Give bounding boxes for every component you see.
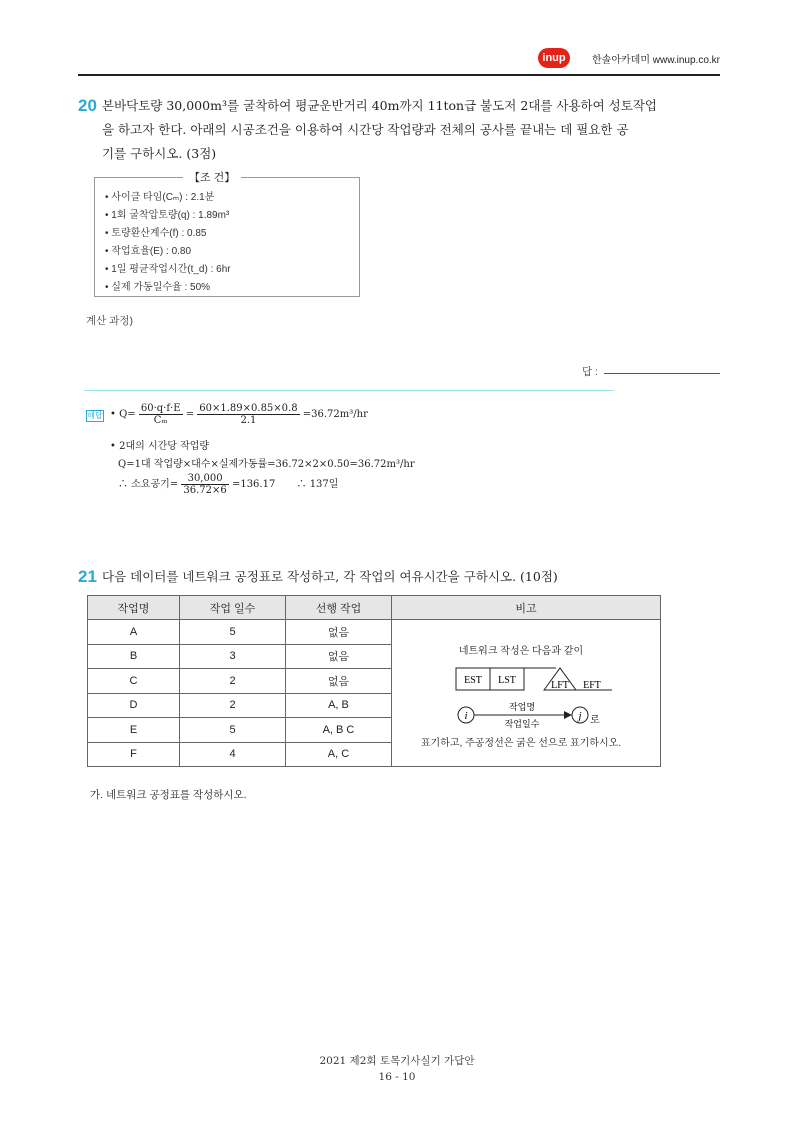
brand-text: 한솔아카데미 www.inup.co.kr: [592, 55, 720, 66]
condition-item: • 사이클 타임(Cₘ) : 2.1분: [105, 192, 215, 203]
page-header: [78, 42, 720, 76]
network-notation-diagram: [392, 620, 650, 766]
node-j-label: j: [578, 710, 582, 722]
table-cell: 5: [180, 718, 286, 743]
answer-blank[interactable]: [604, 373, 720, 374]
eft-label: EFT: [583, 680, 601, 691]
table-cell: B: [88, 644, 180, 669]
condition-item: • 작업효율(E) : 0.80: [105, 246, 192, 257]
remark-line-3: 표기하고, 주공정선은 굵은 선으로 표기하시오.: [420, 738, 622, 749]
table-cell: A, B: [286, 693, 392, 718]
activity-table: [87, 595, 661, 767]
activity-name-label: 작업명: [508, 702, 536, 712]
column-header: 선행 작업: [286, 596, 392, 620]
table-cell: A, C: [286, 742, 392, 767]
footer-title: 2021 제2회 토목기사실기 가답안: [319, 1055, 475, 1067]
answer-badge: 해답: [87, 411, 103, 420]
construction-period-calc: ∴ 소요공기= $\frac{30,000}{36.72\times 6}$ =136.17 ∴ 137일: [118, 473, 339, 496]
question-21-number: 21: [78, 567, 97, 586]
est-label: EST: [464, 675, 482, 686]
hourly-output-label: • 2대의 시간당 작업량: [110, 441, 210, 452]
table-cell: F: [88, 742, 180, 767]
table-cell: A: [88, 620, 180, 645]
calc-process-label: 계산 과정): [86, 315, 133, 327]
table-cell: 없음: [286, 669, 392, 694]
condition-item: • 실제 가동일수율 : 50%: [105, 282, 211, 293]
condition-item: • 1일 평균작업시간(t_d) : 6hr: [105, 264, 231, 275]
condition-item: • 1회 굴착압토량(q) : 1.89m³: [105, 210, 230, 221]
sub-question-a: 가. 네트워크 공정표를 작성하시오.: [90, 789, 247, 801]
arrow-head: [564, 711, 572, 719]
table-cell: E: [88, 718, 180, 743]
node-i-label: i: [464, 710, 468, 722]
table-cell: C: [88, 669, 180, 694]
column-header: 작업 일수: [180, 596, 286, 620]
table-cell: 3: [180, 644, 286, 669]
table-cell: 없음: [286, 620, 392, 645]
question-20-line-1: 본바닥토량 30,000m³를 굴착하여 평균운반거리 40m까지 11ton급 불도저 2대를 사용하여 성토작업: [102, 98, 657, 113]
divider: [84, 390, 614, 391]
remark-cell: [392, 620, 661, 767]
question-20-line-2: 을 하고자 한다. 아래의 시공조건을 이용하여 시간당 작업량과 전체의 공사를 끝내는 데 필요한 공: [102, 122, 629, 137]
inup-logo: inup: [538, 48, 570, 68]
table-header-row: [88, 596, 661, 620]
duration-label: 작업일수: [504, 719, 540, 729]
table-cell: 5: [180, 620, 286, 645]
solution-formula-1: • Q= $\frac{60\cdot q\cdot f\cdot E}{\text{Cₘ}}$ = $\frac{60\times 1.89\times 0.85\times 0.8}{2.1}$ =36.72m³/hr: [110, 403, 368, 426]
table-cell: 4: [180, 742, 286, 767]
question-20-number: 20: [78, 96, 97, 115]
hourly-output-calc: Q=1대 작업량×대수×실제가동률=36.72×2×0.50=36.72m³/hr: [118, 459, 415, 470]
question-21-text: 다음 데이터를 네트워크 공정표로 작성하고, 각 작업의 여유시간을 구하시오. (10점): [102, 569, 558, 584]
column-header: 작업명: [88, 596, 180, 620]
table-row: [88, 620, 661, 645]
answer-label: 답 :: [582, 366, 598, 378]
conditions-box: [94, 172, 360, 297]
conditions-title: 【조 건】: [183, 169, 241, 185]
page-number: 16 - 10: [378, 1071, 416, 1083]
table-cell: D: [88, 693, 180, 718]
table-cell: 없음: [286, 644, 392, 669]
condition-item: • 토량환산계수(f) : 0.85: [105, 228, 207, 239]
table-cell: 2: [180, 693, 286, 718]
column-header: 비고: [392, 596, 661, 620]
question-20-line-3: 기를 구하시오. (3점): [102, 146, 217, 161]
lst-label: LST: [498, 675, 516, 686]
remark-line-1: 네트워크 작성은 다음과 같이: [458, 646, 584, 657]
lft-label: LFT: [551, 680, 569, 691]
remark-suffix: 로: [590, 715, 600, 726]
table-cell: 2: [180, 669, 286, 694]
table-cell: A, B C: [286, 718, 392, 743]
